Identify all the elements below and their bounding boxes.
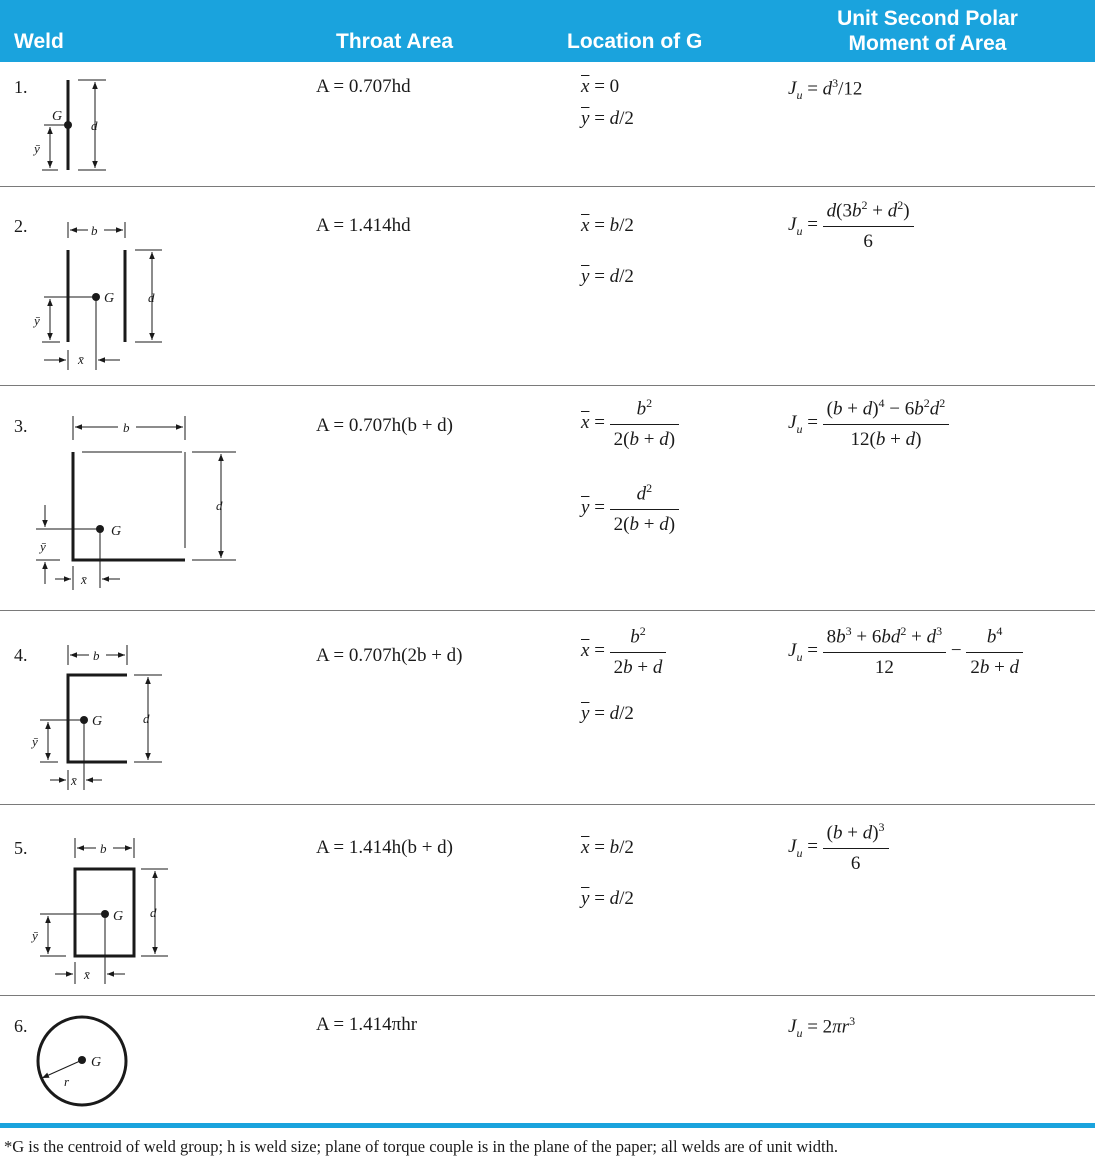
location-y: $\overline{y}$ = $\frac{d^2}{2(b + d)}$	[581, 481, 679, 536]
row-number: 6.	[14, 1016, 28, 1036]
label-G: G	[104, 291, 115, 306]
label-b: b	[100, 841, 107, 856]
location-x: $\overline{x} = b/2$	[581, 215, 634, 236]
label-xbar: x̄	[71, 773, 77, 788]
table-header	[0, 0, 1095, 62]
label-G: G	[113, 909, 124, 924]
polar-moment-formula: $J_u$ = $\frac{(b + d)^4 - 6b^2d^2}{12(b + d)}$	[788, 396, 949, 451]
label-d: d	[148, 290, 155, 305]
label-G: G	[52, 109, 63, 124]
polar-moment-formula: $J_u = d^3/12$	[788, 76, 863, 103]
polar-moment-formula: $J_u$ = $\frac{8b^3 + 6bd^2 + d^3}{12}$ − $\frac{b^4}{2b + d}$	[788, 624, 1023, 679]
label-b: b	[91, 223, 98, 238]
header-weld: Weld	[14, 30, 64, 53]
polar-moment-formula: $J_u = 2\pi r^3$	[788, 1014, 856, 1041]
header-unit-line2: Moment of Area	[848, 32, 1007, 55]
throat-area-formula: A = 1.414πhr	[316, 1014, 418, 1035]
row-number: 1.	[14, 77, 28, 97]
label-ybar: ȳ	[34, 141, 40, 156]
row-divider	[0, 610, 1095, 611]
label-xbar: x̄	[78, 352, 84, 367]
label-r: r	[64, 1074, 70, 1089]
label-d: d	[216, 498, 223, 513]
label-G: G	[111, 524, 122, 539]
label-ybar: ȳ	[34, 313, 40, 328]
label-b: b	[93, 648, 100, 663]
row-number: 2.	[14, 216, 28, 236]
throat-area-formula: A = 0.707hd	[316, 76, 411, 97]
throat-area-formula: A = 0.707h(2b + d)	[316, 645, 463, 666]
label-ybar: ȳ	[32, 928, 38, 943]
row-divider	[0, 385, 1095, 386]
row-number: 4.	[14, 645, 28, 665]
polar-moment-formula: $J_u$ = $\frac{(b + d)^3}{6}$	[788, 820, 889, 875]
location-x: $\overline{x} = b/2$	[581, 837, 634, 858]
label-G: G	[92, 714, 103, 729]
location-x: $\overline{x} = 0$	[581, 76, 620, 97]
label-d: d	[143, 711, 150, 726]
throat-area-formula: A = 1.414h(b + d)	[316, 837, 454, 858]
row-divider	[0, 995, 1095, 996]
row-divider	[0, 186, 1095, 187]
label-xbar: x̄	[84, 967, 90, 982]
row-number: 3.	[14, 416, 28, 436]
row-number: 5.	[14, 838, 28, 858]
label-ybar: ȳ	[32, 734, 38, 749]
bottom-rule	[0, 1123, 1095, 1128]
label-xbar: x̄	[81, 572, 87, 587]
polar-moment-formula: $J_u$ = $\frac{d(3b^2 + d^2)}{6}$	[788, 198, 914, 253]
location-y: $\overline{y} = d/2$	[581, 266, 634, 287]
location-x: $\overline{x}$ = $\frac{b^2}{2b + d}$	[581, 624, 666, 679]
label-b: b	[123, 420, 130, 435]
throat-area-formula: A = 0.707h(b + d)	[316, 415, 454, 436]
throat-area-formula: A = 1.414hd	[316, 215, 411, 236]
footnote: *G is the centroid of weld group; h is weld size; plane of torque couple is in the plane of the paper; all welds are of unit width.	[4, 1137, 838, 1156]
label-G: G	[91, 1055, 102, 1070]
header-location-of-g: Location of G	[567, 30, 703, 53]
location-y: $\overline{y} = d/2$	[581, 888, 634, 909]
label-d: d	[150, 905, 157, 920]
row-divider	[0, 804, 1095, 805]
location-y: $\overline{y} = d/2$	[581, 703, 634, 724]
header-throat-area: Throat Area	[336, 30, 454, 53]
header-unit-polar-moment	[790, 6, 1065, 56]
location-x: $\overline{x}$ = $\frac{b^2}{2(b + d)}$	[581, 396, 679, 451]
label-ybar: ȳ	[40, 539, 46, 554]
header-unit-line1: Unit Second Polar	[837, 7, 1018, 30]
location-y: $\overline{y} = d/2$	[581, 108, 634, 129]
label-d: d	[91, 118, 98, 133]
